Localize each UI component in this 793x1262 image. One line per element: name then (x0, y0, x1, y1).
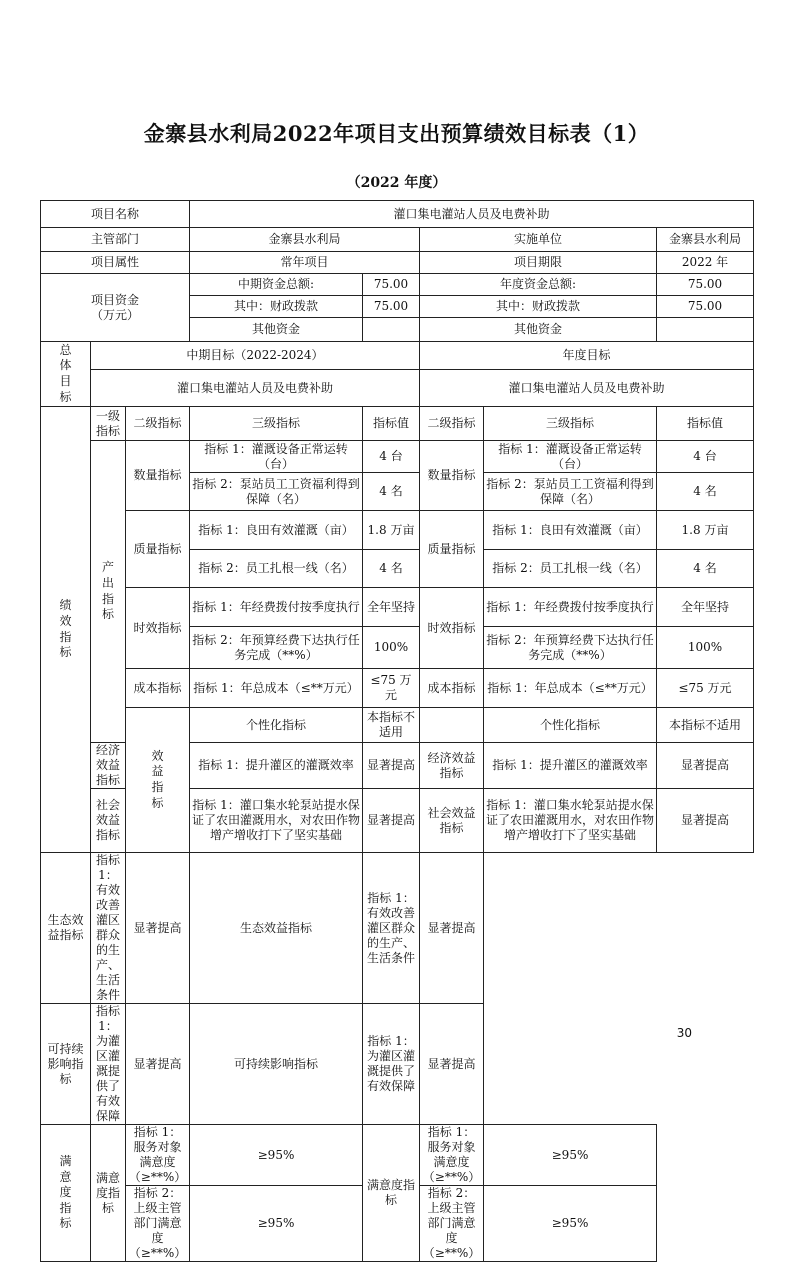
mid-indicator: 本指标不适用 (363, 708, 420, 743)
cost-label: 成本指标 (126, 669, 190, 708)
year-other-value (657, 318, 754, 342)
mid-indicator: 指标 2：员工扎根一线（名） (190, 550, 363, 588)
eco-label-year: 生态效益指标 (190, 853, 363, 1004)
col-value-year: 指标值 (657, 407, 754, 441)
row-funds-total (41, 274, 754, 296)
quantity-label-year: 数量指标 (420, 441, 484, 511)
quality-label-year: 质量指标 (420, 511, 484, 588)
mid-other-label: 其他资金 (190, 318, 363, 342)
table-row (41, 1004, 754, 1125)
dept-value: 金寨县水利局 (190, 228, 420, 252)
sat-label: 满意度指标 (91, 1125, 126, 1262)
year-indicator: 指标 2：泵站员工工资福利得到保障（名） (484, 473, 657, 511)
year-value: 1.8 万亩 (657, 511, 754, 550)
table-row (41, 1125, 754, 1186)
mid-indicator: 指标 1：年经费拨付按季度执行 (190, 588, 363, 627)
table-row (41, 511, 754, 550)
col-value: 指标值 (363, 407, 420, 441)
table-row (41, 853, 754, 1004)
performance-indicator-label: 绩效指标 (41, 407, 91, 853)
row-project-name (41, 201, 754, 228)
page-subtitle: （2022 年度） (346, 175, 447, 191)
mid-value: 全年坚持 (363, 588, 420, 627)
quality-label: 质量指标 (126, 511, 190, 588)
year-value: 显著提高 (657, 789, 754, 853)
year-fiscal-label: 其中：财政拨款 (420, 296, 657, 318)
mid-value: 显著提高 (363, 789, 420, 853)
mid-value: 4 台 (363, 441, 420, 473)
year-indicator: 指标 1：服务对象满意度（≥**%） (420, 1125, 484, 1186)
mid-indicator: 指标 1：有效改善灌区群众的生产、生活条件 (91, 853, 126, 1004)
timeliness-label: 时效指标 (126, 588, 190, 669)
mid-value (420, 708, 484, 743)
timeliness-label-year: 时效指标 (420, 588, 484, 669)
year-other-label: 其他资金 (420, 318, 657, 342)
year-indicator: 指标 1：提升灌区的灌溉效率 (484, 743, 657, 789)
satisfaction-indicator-label: 满意度指标 (41, 1125, 91, 1262)
performance-target-table (40, 200, 754, 1262)
mid-value: 100% (363, 627, 420, 669)
year-value: ≥95% (484, 1125, 657, 1186)
mid-indicator: 指标 2：年预算经费下达执行任务完成（**%） (190, 627, 363, 669)
econ-label: 经济效益指标 (91, 743, 126, 789)
mid-value: 显著提高 (363, 743, 420, 789)
year-value: 4 名 (657, 473, 754, 511)
year-value: 4 台 (657, 441, 754, 473)
project-name-value: 灌口集电灌站人员及电费补助 (190, 201, 754, 228)
year-value: 100% (657, 627, 754, 669)
sustain-label-year: 可持续影响指标 (190, 1004, 363, 1125)
year-value: 4 名 (657, 550, 754, 588)
mid-indicator: 指标 1：年总成本（≤**万元） (190, 669, 363, 708)
cost-label-year: 成本指标 (420, 669, 484, 708)
year-fiscal-value: 75.00 (657, 296, 754, 318)
year-indicator: 指标 2：年预算经费下达执行任务完成（**%） (484, 627, 657, 669)
sustain-label: 可持续影响指标 (41, 1004, 91, 1125)
mid-indicator: 指标 1：良田有效灌溉（亩） (190, 511, 363, 550)
mid-value: 1.8 万亩 (363, 511, 420, 550)
row-goals-header (41, 342, 754, 370)
year-total-label: 年度资金总额: (420, 274, 657, 296)
mid-indicator: 指标 2：上级主管部门满意度（≥**%） (126, 1186, 190, 1262)
year-value: 显著提高 (420, 853, 484, 1004)
benefit-indicator-label: 效益指标 (126, 708, 190, 853)
funds-label: 项目资金 （万元） (41, 274, 190, 342)
personal-label: 个性化指标 (190, 708, 363, 743)
impl-label: 实施单位 (420, 228, 657, 252)
eco-label: 生态效益指标 (41, 853, 91, 1004)
mid-indicator: 指标 1：为灌区灌溉提供了有效保障 (91, 1004, 126, 1125)
year-indicator: 指标 1：良田有效灌溉（亩） (484, 511, 657, 550)
year-value: 显著提高 (420, 1004, 484, 1125)
year-goal-text: 灌口集电灌站人员及电费补助 (420, 370, 754, 407)
social-label-year: 社会效益指标 (420, 789, 484, 853)
year-value: ≤75 万元 (657, 669, 754, 708)
dept-label: 主管部门 (41, 228, 190, 252)
year-indicator: 指标 2：上级主管部门满意度（≥**%） (420, 1186, 484, 1262)
mid-value: 显著提高 (126, 1004, 190, 1125)
page-title: 金寨县水利局2022年项目支出预算绩效目标表（1） (143, 121, 650, 146)
overall-goal-label: 总体目标 (41, 342, 91, 407)
attr-value: 常年项目 (190, 252, 420, 274)
page-number: 30 (676, 1026, 692, 1040)
year-value: 全年坚持 (657, 588, 754, 627)
year-indicator: 指标 1：年总成本（≤**万元） (484, 669, 657, 708)
mid-goal-text: 灌口集电灌站人员及电费补助 (91, 370, 420, 407)
sat-label-year: 满意度指标 (363, 1125, 420, 1262)
row-department (41, 228, 754, 252)
year-indicator: 本指标不适用 (657, 708, 754, 743)
year-value: ≥95% (484, 1186, 657, 1262)
table-row (41, 708, 754, 743)
year-indicator: 指标 2：员工扎根一线（名） (484, 550, 657, 588)
col-level2: 二级指标 (126, 407, 190, 441)
year-indicator: 指标 1：年经费拨付按季度执行 (484, 588, 657, 627)
year-indicator: 指标 1：为灌区灌溉提供了有效保障 (363, 1004, 420, 1125)
row-attribute (41, 252, 754, 274)
mid-other-value (363, 318, 420, 342)
col-level1: 一级指标 (91, 407, 126, 441)
mid-value: 4 名 (363, 473, 420, 511)
attr-label: 项目属性 (41, 252, 190, 274)
col-level3-year: 三级指标 (484, 407, 657, 441)
social-label: 社会效益指标 (91, 789, 126, 853)
econ-label-year: 经济效益指标 (420, 743, 484, 789)
table-row (41, 441, 754, 473)
table-row (41, 588, 754, 627)
period-label: 项目期限 (420, 252, 657, 274)
year-indicator: 指标 1：灌口集水轮泵站提水保证了农田灌溉用水，对农田作物增产增收打下了坚实基础 (484, 789, 657, 853)
year-goal-label: 年度目标 (420, 342, 754, 370)
mid-indicator: 指标 2：泵站员工工资福利得到保障（名） (190, 473, 363, 511)
mid-total-value: 75.00 (363, 274, 420, 296)
col-level3: 三级指标 (190, 407, 363, 441)
mid-goal-label: 中期目标（2022-2024） (91, 342, 420, 370)
output-indicator-label: 产出指标 (91, 441, 126, 743)
mid-value: 4 名 (363, 550, 420, 588)
mid-indicator: 指标 1：灌溉设备正常运转（台） (190, 441, 363, 473)
mid-indicator: 指标 1：提升灌区的灌溉效率 (190, 743, 363, 789)
mid-total-label: 中期资金总额: (190, 274, 363, 296)
mid-indicator: 指标 1：灌口集水轮泵站提水保证了农田灌溉用水，对农田作物增产增收打下了坚实基础 (190, 789, 363, 853)
year-total-value: 75.00 (657, 274, 754, 296)
mid-value: 显著提高 (126, 853, 190, 1004)
mid-value: ≥95% (190, 1186, 363, 1262)
year-value: 显著提高 (657, 743, 754, 789)
year-indicator: 指标 1：有效改善灌区群众的生产、生活条件 (363, 853, 420, 1004)
period-value: 2022 年 (657, 252, 754, 274)
table-row (41, 669, 754, 708)
personal-label-year: 个性化指标 (484, 708, 657, 743)
mid-value: ≤75 万元 (363, 669, 420, 708)
row-indicator-header (41, 407, 754, 441)
mid-indicator: 指标 1：服务对象满意度（≥**%） (126, 1125, 190, 1186)
impl-value: 金寨县水利局 (657, 228, 754, 252)
row-goals-text (41, 370, 754, 407)
quantity-label: 数量指标 (126, 441, 190, 511)
year-indicator: 指标 1：灌溉设备正常运转（台） (484, 441, 657, 473)
mid-value: ≥95% (190, 1125, 363, 1186)
col-level2-year: 二级指标 (420, 407, 484, 441)
project-name-label: 项目名称 (41, 201, 190, 228)
mid-fiscal-value: 75.00 (363, 296, 420, 318)
mid-fiscal-label: 其中：财政拨款 (190, 296, 363, 318)
